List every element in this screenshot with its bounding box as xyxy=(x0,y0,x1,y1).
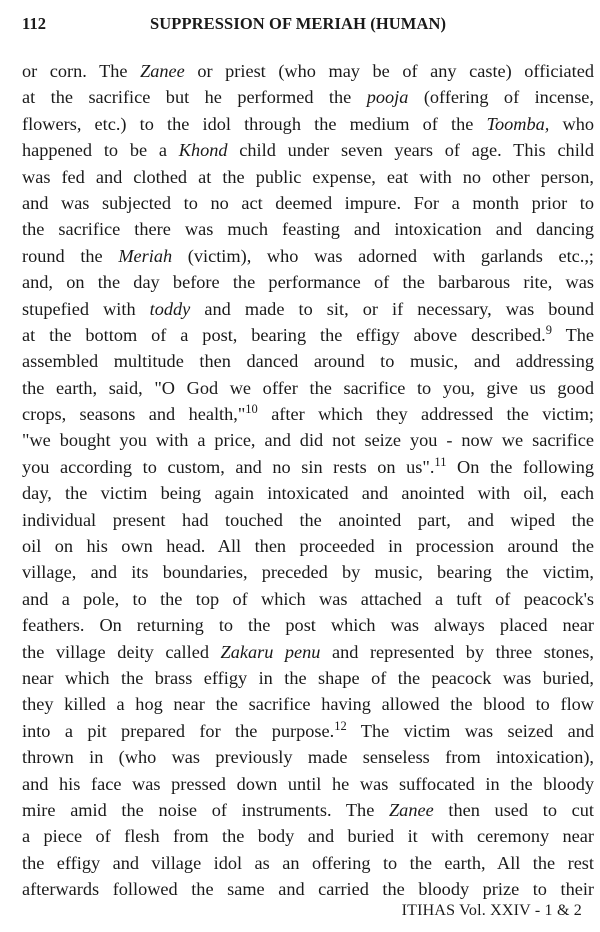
text-run: and was subjected to no act deemed impure. For a month prior to xyxy=(22,192,594,213)
text-run: who xyxy=(549,113,594,134)
text-line xyxy=(22,480,594,506)
text-line xyxy=(22,164,594,190)
running-header xyxy=(22,14,578,34)
text-run: after which they addressed the victim; xyxy=(257,404,594,425)
text-run: crops, seasons and health," xyxy=(22,404,246,425)
text-line xyxy=(22,111,594,137)
text-run: or corn. The xyxy=(22,61,141,81)
journal-footer: ITIHAS Vol. XXIV - 1 & 2 xyxy=(401,902,582,919)
text-run: oil on his own head. All then proceeded in procession around the xyxy=(22,536,594,557)
footnote-ref: 9 xyxy=(545,322,552,337)
text-run: and his face was pressed down until he was suffocated in the bloody xyxy=(22,773,594,794)
text-run: near which the brass effigy in the shape of the peacock was buried, xyxy=(22,667,594,688)
text-run: flowers, etc.) to the idol through the medium of the xyxy=(22,113,487,134)
text-line xyxy=(22,718,594,744)
text-run: afterwards followed the same and carried the bloody prize to their xyxy=(22,879,594,900)
text-run: (victim), who was adorned with garlands etc.,; xyxy=(172,245,594,266)
text-run: thrown in (who was previously made senseless from intoxication), xyxy=(22,747,594,768)
text-line xyxy=(22,58,594,84)
italic-term: Zakaru penu xyxy=(220,641,321,662)
text-line xyxy=(22,691,594,717)
italic-term: Zanee xyxy=(140,61,185,81)
text-run: individual present had touched the anointed part, and wiped the xyxy=(22,509,594,530)
text-run: then used to cut xyxy=(433,799,594,820)
text-line xyxy=(22,559,594,585)
text-run: at the sacrifice but he performed the xyxy=(22,87,367,108)
text-line xyxy=(22,190,594,216)
text-run: the village deity called xyxy=(22,641,221,662)
footnote-ref: 11 xyxy=(434,454,447,469)
text-run: round the xyxy=(22,245,119,266)
text-run: the effigy and village idol as an offering to the earth, All the rest xyxy=(22,852,594,873)
text-run: they killed a hog near the sacrifice having allowed the blood to flow xyxy=(22,694,594,715)
page-number: 112 xyxy=(22,14,47,33)
text-line xyxy=(22,612,594,638)
text-line xyxy=(22,586,594,612)
footnote-ref: 10 xyxy=(245,402,258,417)
text-line xyxy=(22,375,594,401)
text-line xyxy=(22,850,594,876)
text-line xyxy=(22,137,594,163)
italic-term: Zanee xyxy=(389,799,434,820)
running-title: SUPPRESSION OF MERIAH (HUMAN) xyxy=(150,14,447,33)
italic-term: Khond xyxy=(178,140,228,161)
text-run: into a pit prepared for the purpose. xyxy=(22,720,335,741)
text-run: you according to custom, and no sin rests on us". xyxy=(22,456,435,477)
text-line xyxy=(22,84,594,110)
text-line xyxy=(22,427,594,453)
text-line xyxy=(22,296,594,322)
text-line xyxy=(22,216,594,242)
text-run: at the bottom of a post, bearing the effigy above described. xyxy=(22,324,546,345)
text-run: the sacrifice there was much feasting and intoxication and dancing xyxy=(22,219,594,240)
text-run: feathers. On returning to the post which was always placed near xyxy=(22,615,594,636)
text-line xyxy=(22,322,594,348)
footnote-ref: 12 xyxy=(334,718,347,733)
text-run: the earth, said, "O God we offer the sacrifice to you, give us good xyxy=(22,377,594,398)
text-line xyxy=(22,269,594,295)
text-line xyxy=(22,797,594,823)
text-run: The victim was seized and xyxy=(346,720,594,741)
text-run: a piece of flesh from the body and buried it with ceremony near xyxy=(22,826,594,847)
italic-term: toddy xyxy=(149,298,191,319)
text-line xyxy=(22,348,594,374)
text-line xyxy=(22,401,594,427)
text-line xyxy=(22,823,594,849)
text-run: happened to be a xyxy=(22,140,179,161)
italic-term: pooja xyxy=(366,87,409,108)
text-run: (offering of incense, xyxy=(408,87,594,108)
text-run: assembled multitude then danced around to music, and addressing xyxy=(22,351,594,372)
text-line xyxy=(22,876,594,902)
text-run: village, and its boundaries, preceded by music, bearing the victim, xyxy=(22,562,594,583)
body-paragraph xyxy=(22,58,594,903)
text-run: day, the victim being again intoxicated and anointed with oil, each xyxy=(22,483,594,504)
text-run: or priest (who may be of any caste) officiated xyxy=(184,61,594,81)
italic-term: Toomba, xyxy=(486,113,550,134)
text-line xyxy=(22,243,594,269)
text-line xyxy=(22,507,594,533)
text-line xyxy=(22,639,594,665)
text-run: mire amid the noise of instruments. The xyxy=(22,799,390,820)
text-run: and, on the day before the performance of the barbarous rite, was xyxy=(22,272,594,293)
text-run: On the following xyxy=(446,456,594,477)
text-run: child under seven years of age. This child xyxy=(227,140,594,161)
text-line xyxy=(22,533,594,559)
text-line xyxy=(22,454,594,480)
text-run: and a pole, to the top of which was attached a tuft of peacock's xyxy=(22,588,594,609)
text-run: "we bought you with a price, and did not seize you - now we sacrifice xyxy=(22,430,594,451)
text-line xyxy=(22,665,594,691)
italic-term: Meriah xyxy=(118,245,173,266)
text-run: and represented by three stones, xyxy=(320,641,594,662)
text-run: The xyxy=(551,324,595,345)
text-line xyxy=(22,771,594,797)
text-run: was fed and clothed at the public expense, eat with no other person, xyxy=(22,166,594,187)
text-run: and made to sit, or if necessary, was bound xyxy=(190,298,594,319)
text-run: stupefied with xyxy=(22,298,150,319)
text-line xyxy=(22,744,594,770)
